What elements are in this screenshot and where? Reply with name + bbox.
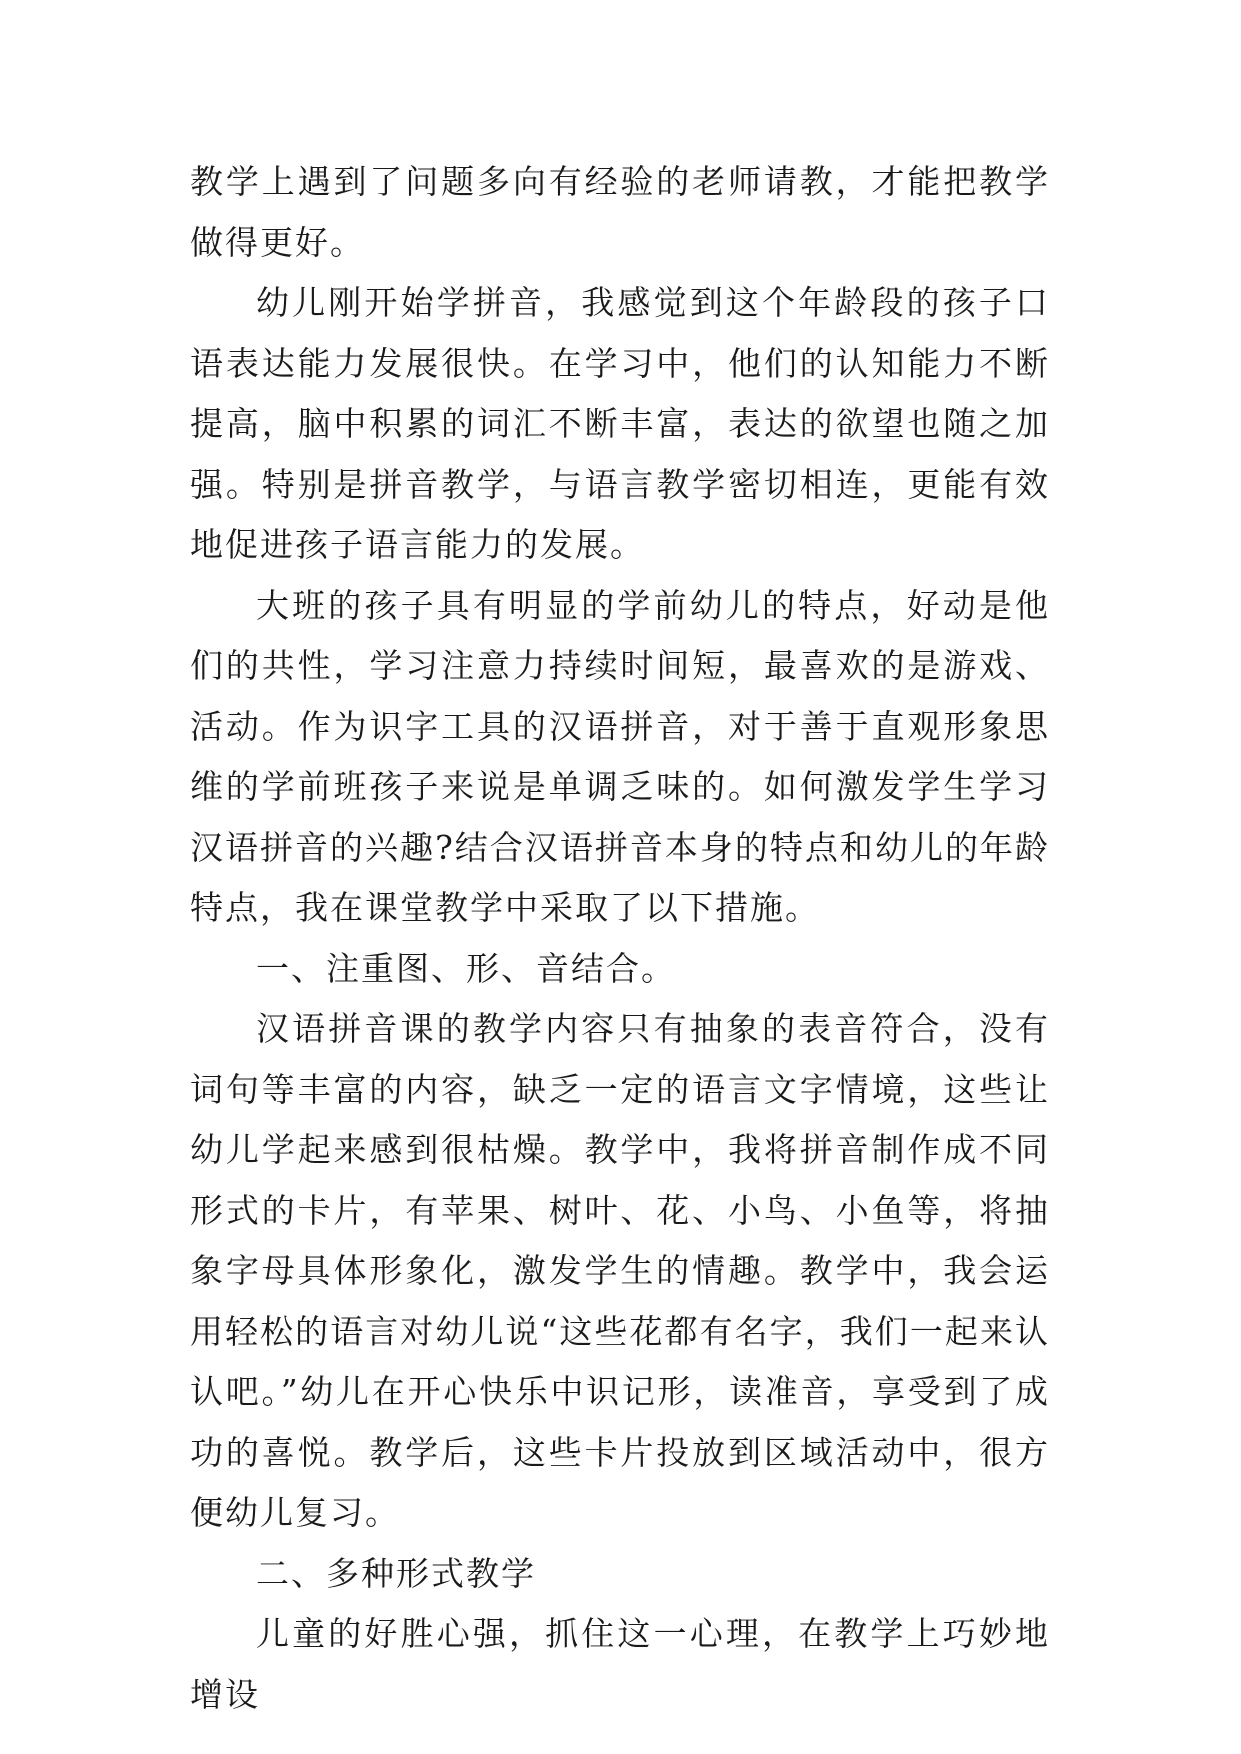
paragraph-1: 教学上遇到了问题多向有经验的老师请教，才能把教学做得更好。 [190, 162, 1050, 262]
document-body [190, 152, 1050, 1725]
paragraph-5: 儿童的好胜心强，抓住这一心理，在教学上巧妙地增设 [190, 1614, 1050, 1714]
section-heading-2: 二、多种形式教学 [256, 1553, 536, 1593]
section-heading-1: 一、注重图、形、音结合。 [256, 948, 676, 988]
paragraph-4: 汉语拼音课的教学内容只有抽象的表音符合，没有词句等丰富的内容，缺乏一定的语言文字情境，这些让幼儿学起来感到很枯燥。教学中，我将拼音制作成不同形式的卡片，有苹果、树叶、花、小鸟、小鱼等，将抽象字母具体形象化，激发学生的情趣。教学中，我会运用轻松的语言对幼儿说“这些花都有名字，我们一起来认认吧。”幼儿在开心快乐中识记形，读准音，享受到了成功的喜悦。教学后，这些卡片投放到区域活动中，很方便幼儿复习。 [190, 1009, 1050, 1532]
paragraph-3: 大班的孩子具有明显的学前幼儿的特点，好动是他们的共性，学习注意力持续时间短，最喜欢的是游戏、活动。作为识字工具的汉语拼音，对于善于直观形象思维的学前班孩子来说是单调乏味的。如何激发学生学习汉语拼音的兴趣?结合汉语拼音本身的特点和幼儿的年龄特点，我在课堂教学中采取了以下措施。 [190, 585, 1050, 927]
paragraph-2: 幼儿刚开始学拼音，我感觉到这个年龄段的孩子口语表达能力发展很快。在学习中，他们的认知能力不断提高，脑中积累的词汇不断丰富，表达的欲望也随之加强。特别是拼音教学，与语言教学密切相连，更能有效地促进孩子语言能力的发展。 [190, 283, 1050, 564]
